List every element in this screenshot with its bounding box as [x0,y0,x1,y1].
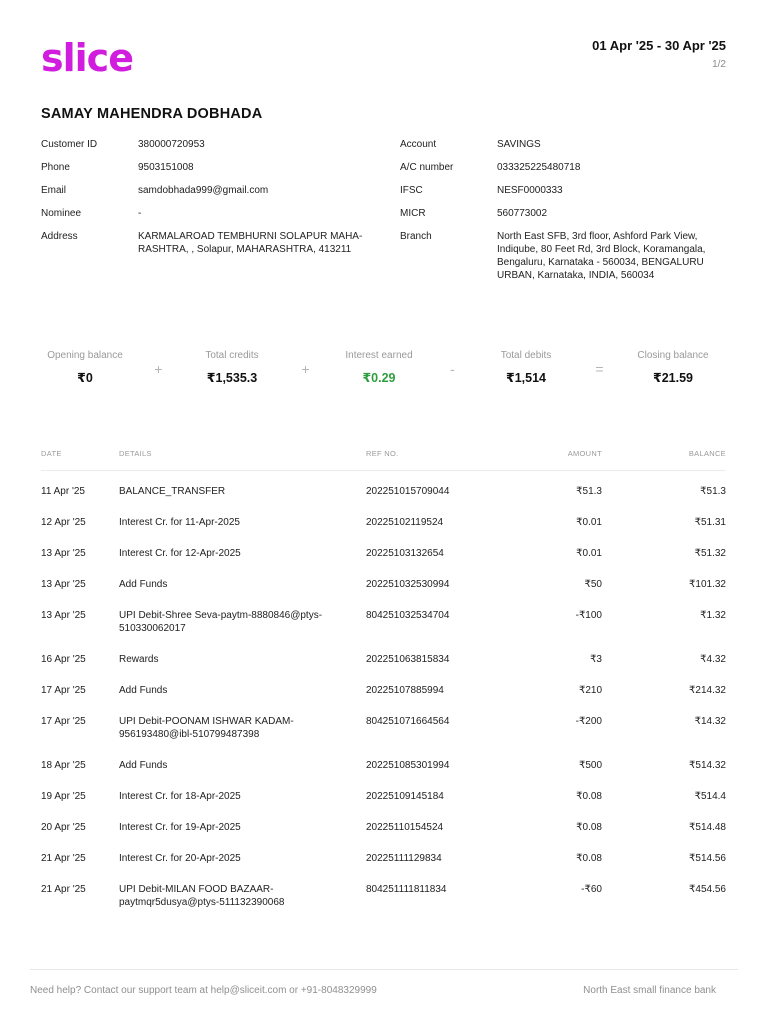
customer-name: SAMAY MAHENDRA DOBHADA [41,106,263,122]
plus-icon: + [301,361,310,377]
amount-header: AMOUNT [567,449,602,458]
nominee-value: - [138,208,142,219]
account-number-value: 033325225480718 [497,162,581,173]
txn-balance: ₹101.32 [689,579,726,590]
nominee-row [41,207,371,220]
txn-date: 21 Apr '25 [41,884,86,895]
footer-divider [30,969,738,970]
txn-details: Add Funds [119,579,168,590]
txn-details: Add Funds [119,685,168,696]
plus-icon: + [154,361,163,377]
nominee-label: Nominee [41,208,82,219]
table-row [41,790,726,803]
table-body [41,485,726,909]
table-row [41,485,726,498]
txn-ref: 20225103132654 [366,548,444,559]
interest-earned-label: Interest earned [345,350,413,361]
txn-amount: ₹0.01 [576,517,602,528]
txn-details: Rewards [119,654,159,665]
txn-ref: 20225102119524 [366,517,444,528]
txn-amount: -₹100 [575,610,602,621]
total-credits-label: Total credits [205,350,259,361]
txn-ref: 20225110154524 [366,822,444,833]
total-debits-label: Total debits [500,350,552,361]
table-row [41,609,726,635]
txn-balance: ₹214.32 [689,685,726,696]
account-type-label: Account [400,139,437,150]
txn-amount: ₹210 [578,685,602,696]
txn-balance: ₹1.32 [700,610,726,621]
txn-ref: 202251032530994 [366,579,450,590]
txn-ref: 804251032534704 [366,610,450,621]
total-debits-value: ₹1,514 [506,371,546,385]
account-details [400,138,730,292]
txn-details: UPI Debit-POONAM ISHWAR KADAM-956193480@ibl-510799487398 [119,716,294,740]
branch-row [400,230,730,282]
txn-details: Interest Cr. for 20-Apr-2025 [119,853,241,864]
transactions-table [41,449,726,927]
txn-balance: ₹51.31 [694,517,726,528]
txn-ref: 20225107885994 [366,685,444,696]
table-row [41,516,726,529]
txn-balance: ₹14.32 [694,716,726,727]
account-number-label: A/C number [400,162,454,173]
txn-date: 21 Apr '25 [41,853,86,864]
txn-balance: ₹51.32 [694,548,726,559]
table-row [41,821,726,834]
opening-balance [30,350,140,385]
account-type-row [400,138,730,151]
minus-icon: - [450,361,455,377]
txn-date: 11 Apr '25 [41,486,85,497]
txn-details: Interest Cr. for 18-Apr-2025 [119,791,241,802]
customer-id-value: 380000720953 [138,139,205,150]
phone-row [41,161,371,174]
txn-details: UPI Debit-Shree Seva-paytm-8880846@ptys-510330062017 [119,610,323,634]
closing-balance-label: Closing balance [637,350,709,361]
txn-date: 13 Apr '25 [41,610,86,621]
equals-icon: = [595,361,604,377]
table-row [41,547,726,560]
opening-balance-value: ₹0 [77,371,93,385]
statement-period: 01 Apr '25 - 30 Apr '25 [592,38,726,53]
interest-earned [324,350,434,385]
txn-date: 17 Apr '25 [41,716,86,727]
ifsc-label: IFSC [400,185,423,196]
email-value: samdobhada999@gmail.com [138,185,269,196]
address-label: Address [41,231,78,242]
interest-earned-value: ₹0.29 [362,371,396,385]
txn-amount: ₹0.08 [576,791,602,802]
txn-details: Interest Cr. for 12-Apr-2025 [119,548,241,559]
txn-balance: ₹514.4 [694,791,726,802]
table-row [41,852,726,865]
txn-balance: ₹514.56 [689,853,726,864]
bank-name: North East small finance bank [583,985,716,996]
txn-balance: ₹514.32 [689,760,726,771]
txn-balance: ₹514.48 [689,822,726,833]
txn-balance: ₹4.32 [700,654,726,665]
txn-amount: ₹3 [590,654,602,665]
txn-amount: ₹0.08 [576,853,602,864]
account-number-row [400,161,730,174]
txn-details: Interest Cr. for 11-Apr-2025 [119,517,240,528]
details-header: DETAILS [119,449,152,458]
branch-value: North East SFB, 3rd floor, Ashford Park View, Indiqube, 80 Feet Rd, 3rd Block, Koramangala, Bengaluru, Karnataka - 560034, BENGALURU URBAN, Karnataka, INDIA, 560034 [497,231,706,281]
txn-ref: 202251063815834 [366,654,450,665]
slice-logo: slice [41,36,133,80]
txn-amount: ₹0.08 [576,822,602,833]
table-header [41,449,726,471]
txn-ref: 804251071664564 [366,716,450,727]
table-row [41,883,726,909]
txn-balance: ₹454.56 [689,884,726,895]
ifsc-value: NESF0000333 [497,185,563,196]
txn-amount: ₹50 [584,579,602,590]
customer-details [41,138,371,266]
total-credits [177,350,287,385]
total-credits-value: ₹1,535.3 [206,371,258,385]
txn-date: 18 Apr '25 [41,760,86,771]
page-number: 1/2 [712,59,726,70]
txn-ref: 804251111811834 [366,884,447,895]
txn-ref: 202251085301994 [366,760,450,771]
support-contact: Need help? Contact our support team at help@sliceit.com or +91-8048329999 [30,985,377,996]
txn-details: Interest Cr. for 19-Apr-2025 [119,822,241,833]
txn-details: Add Funds [119,760,168,771]
closing-balance [618,350,728,385]
table-row [41,759,726,772]
txn-balance: ₹51.3 [700,486,726,497]
txn-ref: 20225109145184 [366,791,444,802]
customer-id-row [41,138,371,151]
address-value: KARMALAROAD TEMBHURNI SOLAPUR MAHA-RASHTRA, , Solapur, MAHARASHTRA, 413211 [138,231,363,255]
txn-date: 12 Apr '25 [41,517,86,528]
table-row [41,653,726,666]
txn-amount: ₹500 [578,760,602,771]
txn-date: 13 Apr '25 [41,548,86,559]
micr-label: MICR [400,208,426,219]
closing-balance-value: ₹21.59 [653,371,693,385]
txn-date: 19 Apr '25 [41,791,86,802]
total-debits [471,350,581,385]
txn-date: 16 Apr '25 [41,654,86,665]
micr-row [400,207,730,220]
txn-date: 13 Apr '25 [41,579,86,590]
table-row [41,684,726,697]
ref-header: REF NO. [366,449,399,458]
txn-amount: -₹60 [581,884,602,895]
ifsc-row [400,184,730,197]
table-row [41,715,726,741]
txn-amount: ₹0.01 [576,548,602,559]
txn-date: 20 Apr '25 [41,822,86,833]
phone-value: 9503151008 [138,162,194,173]
txn-ref: 202251015709044 [366,486,450,497]
branch-label: Branch [400,231,432,242]
txn-date: 17 Apr '25 [41,685,86,696]
email-label: Email [41,185,67,196]
opening-balance-label: Opening balance [47,350,123,361]
micr-value: 560773002 [497,208,548,219]
balance-header: BALANCE [688,449,726,458]
table-row [41,578,726,591]
txn-details: BALANCE_TRANSFER [119,486,226,497]
customer-id-label: Customer ID [41,139,98,150]
address-row [41,230,371,256]
date-header: DATE [41,449,62,458]
email-row [41,184,371,197]
txn-amount: -₹200 [575,716,602,727]
account-type-value: SAVINGS [497,139,541,150]
txn-details: UPI Debit-MILAN FOOD BAZAAR-paytmqr5dusya@ptys-511132390068 [119,884,285,908]
phone-label: Phone [41,162,70,173]
balance-summary [30,350,738,385]
txn-ref: 20225111129834 [366,853,442,864]
txn-amount: ₹51.3 [576,486,602,497]
